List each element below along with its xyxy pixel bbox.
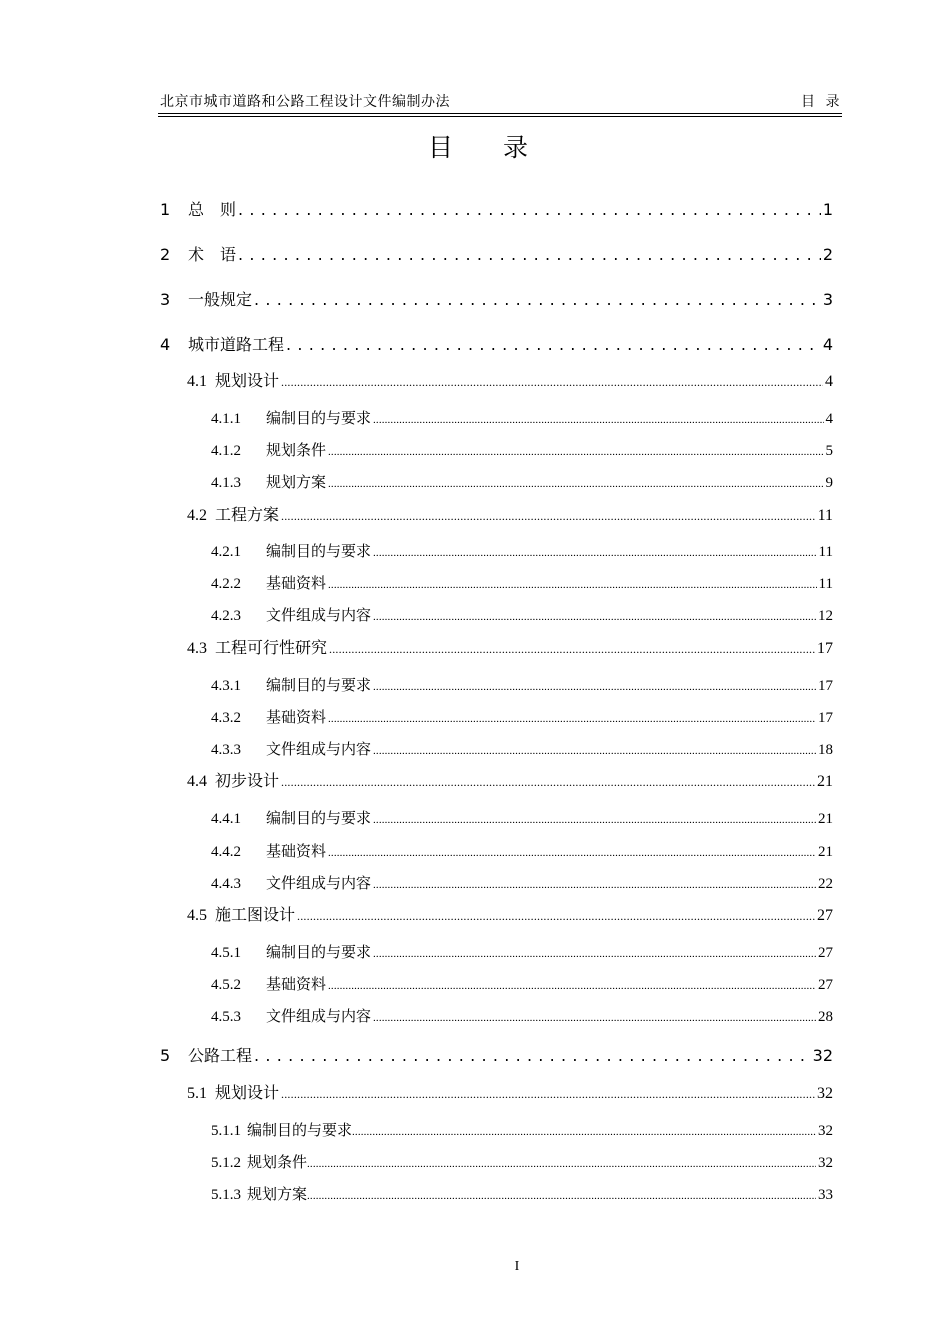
toc-entry-page: 27 [818, 945, 833, 961]
toc-entry-number: 4.2 [187, 507, 207, 524]
toc-leader-dots [373, 807, 816, 832]
toc-entry-page: 28 [818, 1009, 833, 1025]
toc-entry-label: 规划方案 [247, 1187, 308, 1203]
toc-entry[interactable] [187, 504, 833, 528]
toc-entry-number: 5.1.2 [211, 1155, 241, 1171]
toc-entry-number: 4.4.2 [211, 844, 241, 860]
toc-entry-label: 初步设计 [215, 773, 280, 790]
toc-leader-dots [328, 572, 817, 597]
running-header-section: 目 录 [801, 95, 840, 110]
toc-entry-label: 规划设计 [215, 1085, 280, 1102]
toc-entry[interactable] [211, 738, 833, 762]
toc-entry[interactable] [187, 637, 833, 661]
toc-entry-page: 32 [818, 1123, 833, 1139]
toc-entry-page: 21 [817, 773, 833, 790]
toc-entry-label: 编制目的与要求 [247, 1123, 353, 1139]
toc-entry-label: 施工图设计 [215, 907, 296, 924]
toc-entry-label: 编制目的与要求 [266, 678, 372, 694]
toc-entry-number: 3 [160, 290, 171, 309]
toc-entry-label: 编制目的与要求 [266, 945, 372, 961]
toc-entry-label: 基础资料 [266, 576, 327, 592]
toc-entry-label: 基础资料 [266, 710, 327, 726]
toc-entry-number: 4.3.1 [211, 678, 241, 694]
toc-leader-dots [281, 504, 816, 528]
toc-entry-page: 4 [825, 373, 833, 390]
toc-entry-number: 4.2.1 [211, 544, 241, 560]
toc-leader-dots [238, 243, 821, 267]
toc-entry-label: 基础资料 [266, 977, 327, 993]
toc-entry-number: 2 [160, 245, 171, 264]
toc-entry-label: 规划条件 [247, 1155, 308, 1171]
toc-entry-page: 17 [818, 678, 833, 694]
toc-leader-dots [281, 1082, 815, 1106]
toc-entry-number: 4.1.3 [211, 475, 241, 491]
toc-entry-page: 9 [825, 475, 833, 491]
toc-leader-dots [373, 407, 823, 432]
toc-entry-page: 3 [822, 290, 833, 309]
toc-entry-label: 工程可行性研究 [215, 640, 328, 657]
running-header-title: 北京市城市道路和公路工程设计文件编制办法 [160, 95, 450, 110]
toc-entry[interactable] [211, 706, 833, 730]
toc-entry[interactable] [187, 770, 833, 794]
toc-entry-label: 规划设计 [215, 373, 280, 390]
toc-entry-label: 一般规定 [188, 290, 253, 309]
toc-leader-dots [373, 941, 816, 966]
toc-entry-number: 4.2.3 [211, 608, 241, 624]
toc-entry-page: 32 [818, 1155, 833, 1171]
toc-entry[interactable] [211, 407, 833, 431]
toc-entry[interactable] [211, 872, 833, 896]
toc-leader-dots [307, 1183, 816, 1208]
toc-entry-number: 4.5.2 [211, 977, 241, 993]
page-title: 目录 [427, 133, 578, 162]
toc-entry-page: 21 [818, 844, 833, 860]
toc-entry-page: 32 [817, 1085, 833, 1102]
toc-entry[interactable] [211, 1151, 833, 1175]
toc-leader-dots [328, 471, 823, 496]
toc-leader-dots [373, 872, 816, 897]
toc-entry[interactable] [160, 198, 833, 222]
toc-entry-page: 5 [825, 443, 833, 459]
toc-entry-label: 文件组成与内容 [266, 876, 372, 892]
toc-entry-page: 21 [818, 811, 833, 827]
toc-leader-dots [307, 1151, 816, 1176]
toc-entry-page: 2 [822, 245, 833, 264]
toc-entry-number: 5.1 [187, 1085, 207, 1102]
toc-leader-dots [373, 1005, 816, 1030]
toc-entry[interactable] [211, 540, 833, 564]
toc-entry-label: 编制目的与要求 [266, 811, 372, 827]
toc-entry-page: 33 [818, 1187, 833, 1203]
toc-entry-number: 4.2.2 [211, 576, 241, 592]
toc-leader-dots [328, 706, 816, 731]
toc-entry-page: 27 [817, 907, 833, 924]
toc-entry-label: 规划方案 [266, 475, 327, 491]
toc-entry-number: 1 [160, 200, 171, 219]
toc-entry[interactable] [211, 471, 833, 495]
toc-entry-label: 公路工程 [188, 1046, 253, 1065]
toc-entry-page: 27 [818, 977, 833, 993]
toc-entry-page: 11 [818, 576, 833, 592]
toc-entry[interactable] [211, 604, 833, 628]
toc-leader-dots [373, 540, 817, 565]
toc-entry-page: 18 [818, 742, 833, 758]
toc-entry-number: 4.3 [187, 640, 207, 657]
toc-entry[interactable] [211, 572, 833, 596]
toc-entry-number: 5.1.3 [211, 1187, 241, 1203]
toc-entry-number: 4.4.3 [211, 876, 241, 892]
toc-entry-label: 编制目的与要求 [266, 411, 372, 427]
toc-leader-dots [297, 904, 815, 928]
toc-leader-dots [373, 738, 816, 763]
toc-leader-dots [281, 370, 823, 394]
toc-entry-label: 总 则 [188, 200, 237, 219]
toc-leader-dots [238, 198, 821, 222]
toc-entry-label: 基础资料 [266, 844, 327, 860]
toc-entry-page: 11 [818, 544, 833, 560]
toc-leader-dots [373, 604, 816, 629]
toc-entry-number: 4.5 [187, 907, 207, 924]
toc-entry-number: 4.4 [187, 773, 207, 790]
toc-leader-dots [254, 1044, 811, 1068]
toc-entry-number: 4 [160, 335, 171, 354]
toc-leader-dots [254, 288, 821, 312]
toc-entry[interactable] [187, 1082, 833, 1106]
toc-entry-label: 城市道路工程 [188, 335, 285, 354]
toc-entry-page: 12 [818, 608, 833, 624]
toc-entry-label: 文件组成与内容 [266, 1009, 372, 1025]
toc-entry[interactable] [211, 674, 833, 698]
toc-entry-label: 文件组成与内容 [266, 608, 372, 624]
toc-entry[interactable] [211, 941, 833, 965]
toc-leader-dots [329, 637, 815, 661]
toc-entry[interactable] [187, 370, 833, 394]
toc-entry-page: 4 [825, 411, 833, 427]
toc-entry-page: 1 [822, 200, 833, 219]
page-number: I [514, 1259, 520, 1274]
toc-leader-dots [352, 1119, 816, 1144]
toc-entry-page: 17 [817, 640, 833, 657]
toc-leader-dots [328, 439, 823, 464]
toc-entry[interactable] [160, 1044, 833, 1068]
toc-entry-number: 4.1 [187, 373, 207, 390]
toc-entry[interactable] [187, 904, 833, 928]
toc-entry-label: 术 语 [188, 245, 237, 264]
toc-entry-number: 5 [160, 1046, 171, 1065]
toc-entry-label: 文件组成与内容 [266, 742, 372, 758]
header-rule-double [158, 116, 842, 117]
toc-entry[interactable] [211, 1183, 833, 1207]
toc-entry-number: 4.1.2 [211, 443, 241, 459]
toc-entry-number: 4.4.1 [211, 811, 241, 827]
toc-entry[interactable] [211, 1005, 833, 1029]
toc-entry-page: 32 [812, 1046, 833, 1065]
toc-entry[interactable] [211, 807, 833, 831]
toc-entry-page: 22 [818, 876, 833, 892]
toc-entry-label: 规划条件 [266, 443, 327, 459]
toc-leader-dots [286, 333, 821, 357]
toc-entry[interactable] [160, 333, 833, 357]
toc-entry-page: 17 [818, 710, 833, 726]
toc-entry-number: 4.3.2 [211, 710, 241, 726]
toc-entry-label: 编制目的与要求 [266, 544, 372, 560]
toc-entry-number: 5.1.1 [211, 1123, 241, 1139]
toc-entry-number: 4.1.1 [211, 411, 241, 427]
toc-entry-label: 工程方案 [215, 507, 280, 524]
toc-entry-page: 4 [822, 335, 833, 354]
header-rule [158, 113, 842, 114]
toc-entry[interactable] [211, 973, 833, 997]
toc-entry[interactable] [160, 243, 833, 267]
toc-entry-number: 4.3.3 [211, 742, 241, 758]
toc-leader-dots [281, 770, 815, 794]
toc-entry-number: 4.5.1 [211, 945, 241, 961]
toc-leader-dots [328, 973, 816, 998]
toc-entry-number: 4.5.3 [211, 1009, 241, 1025]
toc-entry[interactable] [160, 288, 833, 312]
toc-entry[interactable] [211, 1119, 833, 1143]
toc-entry[interactable] [211, 840, 833, 864]
toc-leader-dots [373, 674, 816, 699]
toc-entry[interactable] [211, 439, 833, 463]
toc-entry-page: 11 [817, 507, 833, 524]
toc-leader-dots [328, 840, 816, 865]
